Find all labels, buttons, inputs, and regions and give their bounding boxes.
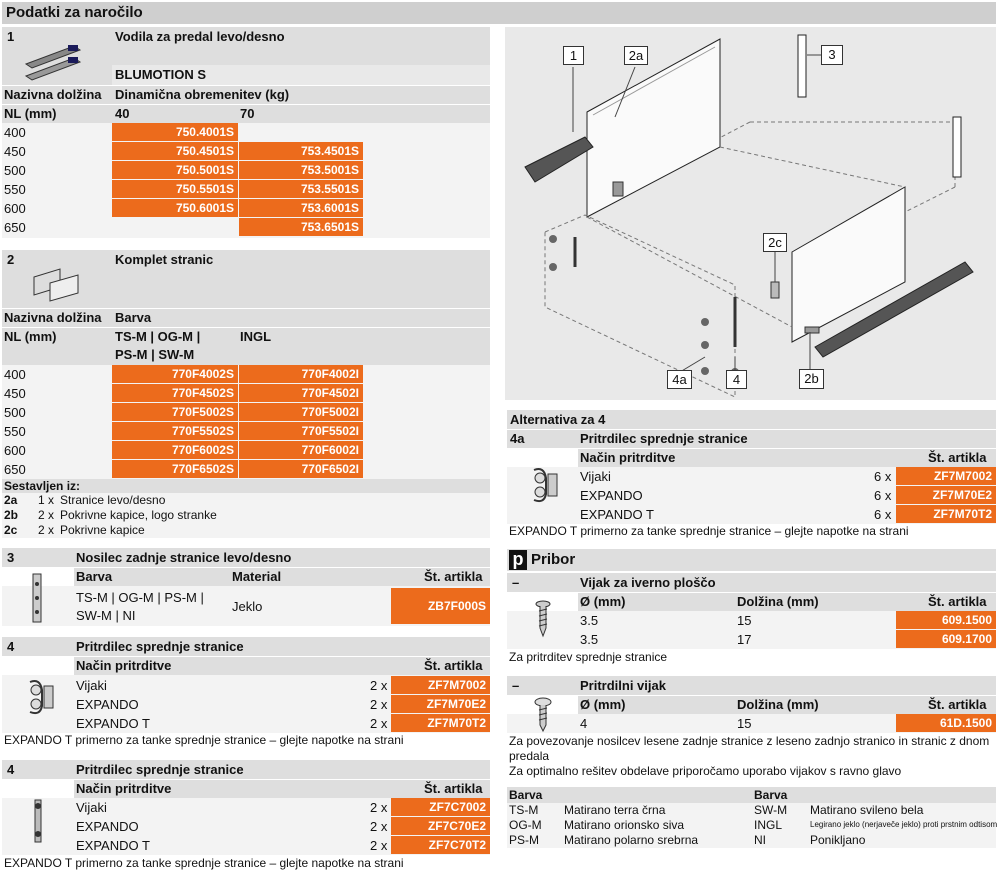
s4a-method-1: EXPANDO [76, 697, 139, 712]
s4b-qty-0: 2 x [370, 800, 388, 815]
screw1-d-label: Ø (mm) [580, 594, 626, 609]
s1-col-70: 70 [240, 106, 255, 121]
legend-val-ts-m: Matirano terra črna [564, 803, 666, 817]
s2-art-400-b: 770F4002I [239, 365, 363, 383]
side-panels-icon [30, 265, 85, 305]
s2-nl-400: 400 [4, 367, 26, 382]
s1-length-label: Nazivna dolžina [4, 87, 102, 102]
legend-key-sw-m: SW-M [754, 803, 788, 817]
rear-bracket-icon [28, 572, 48, 624]
label-1: 1 [563, 46, 584, 65]
label-2c: 2c [763, 233, 787, 252]
alt-name: Pritrdilec sprednje stranice [580, 431, 748, 446]
screw2-name: Pritrdilni vijak [580, 678, 666, 693]
s4a-art-1: ZF7M70E2 [391, 695, 490, 713]
s1-art-450-70: 753.4501S [239, 142, 363, 160]
label-3: 3 [821, 45, 843, 65]
label-4a: 4a [667, 370, 692, 389]
legend-val-ps-m: Matirano polarno srebrna [564, 833, 699, 847]
s4a-method-label: Način pritrditve [76, 658, 172, 673]
screw2-art-0: 61D.1500 [896, 714, 996, 732]
s2-nl-label: NL (mm) [4, 329, 57, 344]
s4a-note: EXPANDO T primerno za tanke sprednje stranice – glejte napotke na strani [4, 733, 404, 747]
s2-art-650-a: 770F6502S [112, 460, 238, 478]
legend-key-ts-m: TS-M [509, 803, 539, 817]
alt-art-2: ZF7M70T2 [896, 505, 996, 523]
drawer-assembly-drawing [505, 27, 996, 400]
section1-title: Vodila za predal levo/desno [115, 29, 285, 44]
legend-key-ps-m: PS-M [509, 833, 539, 847]
legend-val-sw-m: Matirano svileno bela [810, 803, 924, 817]
s1-art-500-70: 753.5001S [239, 161, 363, 179]
s3-material: Jeklo [232, 599, 263, 614]
s1-art-550-40: 750.5501S [112, 180, 238, 198]
s2-composed-label: Sestavljen iz: [4, 479, 81, 493]
screw2-dash: – [512, 678, 520, 693]
s4b-art-1: ZF7C70E2 [391, 817, 490, 835]
s1-art-400-40: 750.4001S [112, 123, 238, 141]
screw1-dash: – [512, 575, 520, 590]
pribor-title: Pribor [531, 551, 576, 568]
s4a-method-2: EXPANDO T [76, 716, 150, 731]
screw2-d-label: Ø (mm) [580, 697, 626, 712]
section3-number: 3 [7, 550, 15, 565]
s1-nl-600: 600 [4, 201, 26, 216]
alt-qty-0: 6 x [874, 469, 892, 484]
alt-qty-1: 6 x [874, 488, 892, 503]
s4b-method-2: EXPANDO T [76, 838, 150, 853]
s4b-art-0: ZF7C7002 [391, 798, 490, 816]
section4a-title: Pritrdilec sprednje stranice [76, 639, 244, 654]
s4b-art-label: Št. artikla [424, 781, 483, 796]
s2-col-colors-a: TS-M | OG-M | [115, 329, 201, 344]
s2-art-600-b: 770F6002I [239, 441, 363, 459]
s3-colors-a: TS-M | OG-M | PS-M | [76, 590, 204, 605]
s4a-art-label: Št. artikla [424, 658, 483, 673]
label-2a: 2a [624, 46, 648, 65]
s1-nl-450: 450 [4, 144, 26, 159]
pribor-icon: p [509, 550, 527, 570]
screw1-art-0: 609.1500 [896, 611, 996, 629]
alt-art-label: Št. artikla [928, 450, 987, 465]
screw1-art-1: 609.1700 [896, 630, 996, 648]
section1-number: 1 [7, 29, 15, 44]
alt-art-0: ZF7M7002 [896, 467, 996, 485]
chipboard-screw-icon [533, 598, 553, 638]
s4a-art-2: ZF7M70T2 [391, 714, 490, 732]
s4a-qty-0: 2 x [370, 678, 388, 693]
alt-method-label: Način pritrditve [580, 450, 676, 465]
s4a-art-0: ZF7M7002 [391, 676, 490, 694]
screw2-note1b: predala [509, 749, 550, 763]
s2-col-colors-b: PS-M | SW-M [115, 347, 195, 362]
s2-art-500-b: 770F5002I [239, 403, 363, 421]
legend-right-header: Barva [754, 788, 788, 802]
screw2-note2: Za optimalno rešitev obdelave priporočamo uporabo vijakov s ravno glavo [509, 764, 902, 778]
alt-art-1: ZF7M70E2 [896, 486, 996, 504]
s2-art-650-b: 770F6502I [239, 460, 363, 478]
s3-color-label: Barva [76, 569, 113, 584]
legend-val-og-m: Matirano orionsko siva [564, 818, 685, 832]
legend-key-ni: NI [754, 833, 766, 847]
s2-part-2c-key: 2c [4, 523, 18, 537]
s1-nl-550: 550 [4, 182, 26, 197]
s2-nl-650: 650 [4, 462, 26, 477]
s1-art-450-40: 750.4501S [112, 142, 238, 160]
s1-art-500-40: 750.5001S [112, 161, 238, 179]
section4b-number: 4 [7, 762, 15, 777]
s1-art-550-70: 753.5501S [239, 180, 363, 198]
s3-art: ZB7F000S [391, 588, 490, 624]
s1-art-600-40: 750.6001S [112, 199, 238, 217]
screw1-l-1: 17 [737, 632, 752, 647]
alt-number: 4a [510, 431, 525, 446]
screw2-l-0: 15 [737, 716, 752, 731]
legend-val-ingl: Legirano jeklo (nerjaveče jeklo) proti prstnim odtisom [810, 820, 998, 829]
alt-qty-2: 6 x [874, 507, 892, 522]
s1-nl-650: 650 [4, 220, 26, 235]
s1-art-650-70: 753.6501S [239, 218, 363, 236]
s2-part-2a-key: 2a [4, 493, 18, 507]
s2-part-2a-text: Stranice levo/desno [60, 493, 166, 507]
screw1-note: Za pritrditev sprednje stranice [509, 650, 668, 664]
alt-method-1: EXPANDO [580, 488, 643, 503]
s1-col-40: 40 [115, 106, 130, 121]
screw1-d-1: 3.5 [580, 632, 599, 647]
s2-art-550-b: 770F5502I [239, 422, 363, 440]
alt-note: EXPANDO T primerno za tanke sprednje stranice – glejte napotke na strani [509, 524, 909, 538]
section4b-title: Pritrdilec sprednje stranice [76, 762, 244, 777]
legend-val-ni: Ponikljano [810, 833, 866, 847]
s2-nl-500: 500 [4, 405, 26, 420]
s4b-art-2: ZF7C70T2 [391, 836, 490, 854]
s4b-qty-1: 2 x [370, 819, 388, 834]
s1-art-400-70 [239, 123, 363, 141]
section3-title: Nosilec zadnje stranice levo/desno [76, 550, 292, 565]
s2-part-2c-text: Pokrivne kapice [60, 523, 145, 537]
s2-art-400-a: 770F4002S [112, 365, 238, 383]
s3-art-label: Št. artikla [424, 569, 483, 584]
s1-nl-400: 400 [4, 125, 26, 140]
screw1-name: Vijak za iverno ploščo [580, 575, 716, 590]
label-4: 4 [726, 370, 747, 389]
screw1-l-0: 15 [737, 613, 752, 628]
s2-part-2c-qty: 2 x [38, 523, 55, 537]
front-fixing-clip-icon [28, 796, 48, 846]
s4b-note: EXPANDO T primerno za tanke sprednje stranice – glejte napotke na strani [4, 856, 404, 870]
s2-length-label: Nazivna dolžina [4, 310, 102, 325]
s2-nl-550: 550 [4, 424, 26, 439]
s2-part-2b-key: 2b [4, 508, 19, 522]
section2-number: 2 [7, 252, 15, 267]
s1-nl-500: 500 [4, 163, 26, 178]
s2-color-label: Barva [115, 310, 152, 325]
s2-part-2a-qty: 1 x [38, 493, 55, 507]
s4b-qty-2: 2 x [370, 838, 388, 853]
s4b-method-label: Način pritrditve [76, 781, 172, 796]
label-2b: 2b [799, 369, 824, 389]
alt-method-0: Vijaki [580, 469, 611, 484]
runner-icon [22, 42, 84, 82]
s2-art-450-a: 770F4502S [112, 384, 238, 402]
s4b-method-0: Vijaki [76, 800, 107, 815]
screw1-len-label: Dolžina (mm) [737, 594, 819, 609]
screw2-art-label: Št. artikla [928, 697, 987, 712]
s4a-qty-1: 2 x [370, 697, 388, 712]
screw2-len-label: Dolžina (mm) [737, 697, 819, 712]
s4a-method-0: Vijaki [76, 678, 107, 693]
s1-art-600-70: 753.6001S [239, 199, 363, 217]
alt-method-2: EXPANDO T [580, 507, 654, 522]
s2-part-2b-qty: 2 x [38, 508, 55, 522]
s1-art-650-40 [112, 218, 238, 236]
page-title: Podatki za naročilo [2, 2, 996, 24]
legend-key-og-m: OG-M [509, 818, 542, 832]
s2-art-550-a: 770F5502S [112, 422, 238, 440]
s2-col-ingl: INGL [240, 329, 272, 344]
s4a-qty-2: 2 x [370, 716, 388, 731]
s3-material-label: Material [232, 569, 282, 584]
s2-nl-450: 450 [4, 386, 26, 401]
section4a-number: 4 [7, 639, 15, 654]
s1-nl-label: NL (mm) [4, 106, 57, 121]
s4b-method-1: EXPANDO [76, 819, 139, 834]
legend-key-ingl: INGL [754, 818, 783, 832]
alt-title: Alternativa za 4 [510, 412, 606, 427]
screw1-d-0: 3.5 [580, 613, 599, 628]
section2-title: Komplet stranic [115, 252, 214, 267]
s2-art-450-b: 770F4502I [239, 384, 363, 402]
s3-colors-b: SW-M | NI [76, 608, 136, 623]
s2-art-500-a: 770F5002S [112, 403, 238, 421]
s1-load-label: Dinamična obremenitev (kg) [115, 87, 290, 102]
s2-part-2b-text: Pokrivne kapice, logo stranke [60, 508, 217, 522]
fixing-screw-icon [533, 697, 553, 733]
front-fixing-icon [22, 676, 56, 718]
legend-left-header: Barva [509, 788, 543, 802]
section1-brand: BLUMOTION S [115, 67, 206, 82]
screw1-art-label: Št. artikla [928, 594, 987, 609]
screw2-d-0: 4 [580, 716, 588, 731]
s2-art-600-a: 770F6002S [112, 441, 238, 459]
s2-nl-600: 600 [4, 443, 26, 458]
screw2-note1: Za povezovanje nosilcev lesene zadnje stranice z leseno zadnjo stranico in stranic z dnom [509, 734, 990, 748]
alt-front-fixing-icon [526, 464, 560, 506]
